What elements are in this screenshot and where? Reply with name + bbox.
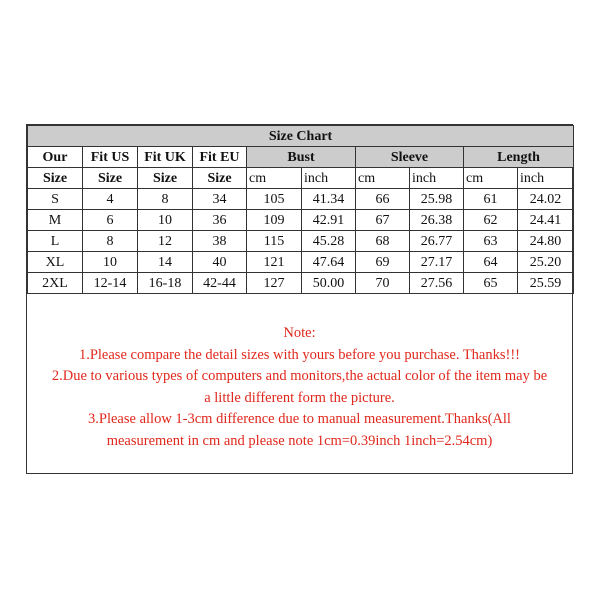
size-cell: L bbox=[28, 231, 83, 252]
bust-inch-cell: 47.64 bbox=[302, 252, 356, 273]
uk-cell: 8 bbox=[138, 189, 193, 210]
table-row bbox=[28, 231, 574, 252]
length-cm-cell: 63 bbox=[464, 231, 518, 252]
note-line: 1.Please compare the detail sizes with yours before you purchase. Thanks!!! bbox=[78, 346, 521, 363]
fit-eu-header: Fit EU bbox=[193, 147, 247, 168]
uk-cell: 12 bbox=[138, 231, 193, 252]
length-cm-cell: 61 bbox=[464, 189, 518, 210]
bust-inch-unit: inch bbox=[302, 168, 356, 189]
bust-cm-cell: 105 bbox=[247, 189, 302, 210]
sleeve-cm-cell: 69 bbox=[356, 252, 410, 273]
fit-us-header: Fit US bbox=[83, 147, 138, 168]
uk-cell: 16-18 bbox=[138, 273, 193, 294]
our-size-header-2: Size bbox=[28, 168, 83, 189]
bust-cm-cell: 121 bbox=[247, 252, 302, 273]
length-inch-cell: 24.80 bbox=[518, 231, 574, 252]
uk-cell: 10 bbox=[138, 210, 193, 231]
note-heading: Note: bbox=[283, 325, 316, 341]
note-line: measurement in cm and please note 1cm=0.39inch 1inch=2.54cm) bbox=[106, 432, 493, 449]
bust-cm-unit: cm bbox=[247, 168, 302, 189]
bust-cm-cell: 127 bbox=[247, 273, 302, 294]
sleeve-inch-cell: 26.38 bbox=[410, 210, 464, 231]
uk-cell: 14 bbox=[138, 252, 193, 273]
fit-uk-header: Fit UK bbox=[138, 147, 193, 168]
length-cm-cell: 65 bbox=[464, 273, 518, 294]
eu-cell: 34 bbox=[193, 189, 247, 210]
us-cell: 6 bbox=[83, 210, 138, 231]
header-row-2 bbox=[28, 168, 574, 189]
fit-us-header-2: Size bbox=[83, 168, 138, 189]
size-cell: S bbox=[28, 189, 83, 210]
bust-inch-cell: 42.91 bbox=[302, 210, 356, 231]
length-inch-unit: inch bbox=[518, 168, 574, 189]
length-header: Length bbox=[464, 147, 574, 168]
bust-header: Bust bbox=[247, 147, 356, 168]
our-size-header: Our bbox=[28, 147, 83, 168]
sleeve-cm-cell: 70 bbox=[356, 273, 410, 294]
sleeve-cm-unit: cm bbox=[356, 168, 410, 189]
note-line: 3.Please allow 1-3cm difference due to manual measurement.Thanks(All bbox=[88, 411, 511, 427]
sleeve-cm-cell: 68 bbox=[356, 231, 410, 252]
us-cell: 4 bbox=[83, 189, 138, 210]
sleeve-inch-cell: 26.77 bbox=[410, 231, 464, 252]
bust-inch-cell: 50.00 bbox=[302, 273, 356, 294]
sleeve-inch-cell: 27.56 bbox=[410, 273, 464, 294]
eu-cell: 42-44 bbox=[193, 273, 247, 294]
sleeve-cm-cell: 66 bbox=[356, 189, 410, 210]
fit-uk-header-2: Size bbox=[138, 168, 193, 189]
eu-cell: 38 bbox=[193, 231, 247, 252]
fit-eu-header-2: Size bbox=[193, 168, 247, 189]
us-cell: 8 bbox=[83, 231, 138, 252]
length-cm-cell: 64 bbox=[464, 252, 518, 273]
size-chart bbox=[26, 124, 573, 474]
sleeve-inch-unit: inch bbox=[410, 168, 464, 189]
eu-cell: 36 bbox=[193, 210, 247, 231]
length-cm-unit: cm bbox=[464, 168, 518, 189]
length-inch-cell: 25.20 bbox=[518, 252, 574, 273]
sleeve-inch-cell: 25.98 bbox=[410, 189, 464, 210]
chart-title: Size Chart bbox=[28, 126, 574, 147]
sleeve-header: Sleeve bbox=[356, 147, 464, 168]
bust-inch-cell: 45.28 bbox=[302, 231, 356, 252]
note-line: a little different form the picture. bbox=[204, 389, 395, 406]
bust-inch-cell: 41.34 bbox=[302, 189, 356, 210]
length-inch-cell: 24.02 bbox=[518, 189, 574, 210]
us-cell: 12-14 bbox=[83, 273, 138, 294]
length-inch-cell: 25.59 bbox=[518, 273, 574, 294]
table-row bbox=[28, 210, 574, 231]
table-row bbox=[28, 189, 574, 210]
bust-cm-cell: 109 bbox=[247, 210, 302, 231]
size-cell: M bbox=[28, 210, 83, 231]
length-cm-cell: 62 bbox=[464, 210, 518, 231]
us-cell: 10 bbox=[83, 252, 138, 273]
size-cell: 2XL bbox=[28, 273, 83, 294]
header-row-1 bbox=[28, 147, 574, 168]
note-section bbox=[27, 323, 572, 452]
size-cell: XL bbox=[28, 252, 83, 273]
table-row bbox=[28, 252, 574, 273]
size-table bbox=[27, 125, 574, 294]
length-inch-cell: 24.41 bbox=[518, 210, 574, 231]
note-line: 2.Due to various types of computers and monitors,the actual color of the item may be bbox=[51, 368, 548, 384]
table-row bbox=[28, 273, 574, 294]
eu-cell: 40 bbox=[193, 252, 247, 273]
sleeve-cm-cell: 67 bbox=[356, 210, 410, 231]
sleeve-inch-cell: 27.17 bbox=[410, 252, 464, 273]
bust-cm-cell: 115 bbox=[247, 231, 302, 252]
title-row bbox=[28, 126, 574, 147]
